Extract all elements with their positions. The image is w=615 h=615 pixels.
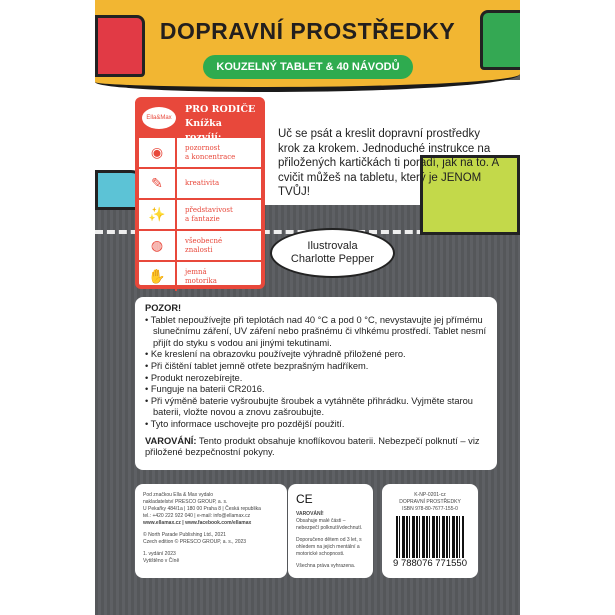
skill-label-line: a fantazie: [185, 214, 220, 223]
skill-label-line: motorika: [185, 276, 217, 285]
parents-title: PRO RODIČE: [185, 104, 256, 115]
warning-item: • Tablet nepoužívejte při teplotách nad 40 °C a pod 0 °C, nevystavujte jej přímému slunečnímu záření, UV záření nebo prašnému či vlhkému prostředí. Tablet nesmí přijít do styku s vodou ani jinými tekutinami.: [145, 315, 487, 350]
publisher-panel: [135, 484, 287, 578]
skill-label-line: znalosti: [185, 245, 213, 254]
skill-label-line: a koncentrace: [185, 152, 236, 161]
barcode-number: 9 788076 771550: [393, 558, 467, 569]
publisher-line: Pod značkou Ella & Max vydalo: [143, 492, 214, 498]
publisher-web: www.ellamax.cz | www.facebook.com/ellamax: [143, 520, 252, 526]
product-name: DOPRAVNÍ PROSTŘEDKY: [399, 499, 461, 505]
magic-wand-icon: ✨: [139, 200, 177, 229]
publisher-contact: tel.: +420 222 922 040 | e-mail: info@ellamax.cz: [143, 513, 251, 519]
pencil-icon: ✎: [139, 169, 177, 198]
skill-label-line: kreativita: [185, 179, 220, 187]
barcode-icon: [396, 516, 464, 558]
skill-label-line: jemná: [185, 267, 207, 276]
skill-label: [177, 179, 219, 188]
warning-item: • Tyto informace uschovejte pro pozdější použití.: [145, 419, 487, 431]
skill-label: [177, 144, 235, 162]
globe-icon: ◍: [139, 231, 177, 260]
copyright-line: © North Parade Publishing Ltd., 2021: [143, 532, 226, 538]
parents-box: [135, 97, 265, 289]
warning-item: • Ke kreslení na obrazovku používejte výhradně přiložené pero.: [145, 349, 487, 361]
copyright-line: Czech edition © PRESCO GROUP, a. s., 2023: [143, 539, 247, 545]
warning-final-label: VAROVÁNÍ:: [145, 435, 197, 446]
product-code: K-NP-0201-cz: [414, 492, 446, 498]
page-title: DOPRAVNÍ PROSTŘEDKY: [159, 18, 456, 44]
illustrator-label: Ilustrovala: [307, 240, 358, 252]
ce-warning-title: VAROVÁNÍ!: [296, 511, 324, 517]
parents-header: [139, 101, 261, 143]
skill-label: [177, 268, 217, 286]
subtitle-badge: KOUZELNÝ TABLET & 40 NÁVODŮ: [203, 55, 413, 79]
warning-item: • Při čištění tablet jemně otřete bezprašným hadříkem.: [145, 361, 487, 373]
ce-rights-text: Všechna práva vyhrazena.: [296, 563, 356, 569]
skill-label-line: pozornost: [185, 143, 221, 152]
ce-age-text: Doporučeno dětem od 3 let, s ohledem na jejich mentální a motorické schopnosti.: [296, 537, 362, 557]
skill-label-line: představivost: [185, 205, 233, 214]
skill-label: [177, 237, 222, 255]
isbn: ISBN 978-80-7677-155-0: [402, 506, 458, 512]
publisher-address: U Pekařky 484/1a | 180 00 Praha 8 | Česká republika: [143, 506, 261, 512]
warning-list: [145, 315, 487, 431]
skill-label-line: všeobecné: [185, 236, 223, 245]
warning-item: • Funguje na baterii CR2016.: [145, 384, 487, 396]
printed-in-line: Vytištěno v Číně: [143, 558, 180, 564]
ce-mark-icon: CE: [296, 492, 313, 506]
skill-row: [139, 198, 261, 229]
title-banner: [95, 0, 520, 92]
publisher-line: nakladatelství PRESCO GROUP, a. s.: [143, 499, 228, 505]
warning-final-text: Tento produkt obsahuje knoflíkovou baterii. Nebezpečí polknutí – viz přiložené bezpečnostní pokyny.: [145, 435, 480, 458]
warning-item: • Při výměně baterie vyšroubujte šroubek a vytáhněte přihrádku. Vyjměte starou baterii, vložte novou a znovu zašroubujte.: [145, 396, 487, 419]
hand-icon: ✋: [139, 262, 177, 291]
edition-line: 1. vydání 2023: [143, 551, 176, 557]
skill-row: [139, 167, 261, 198]
skill-label: [177, 206, 233, 224]
skill-row: [139, 229, 261, 260]
intro-text: Uč se psát a kreslit dopravní prostředky krok za krokem. Jednoduché instrukce na přiložených kartičkách ti poradí, jak na to. A cvičit můžeš na tabletu, který je JENOM TVŮJ!: [278, 128, 499, 198]
ellamax-logo: Ella&Max: [142, 107, 176, 129]
skill-row: [139, 260, 261, 291]
warning-panel: [135, 297, 497, 470]
eye-icon: ◉: [139, 138, 177, 167]
ce-warning-text: Obsahuje malé části – nebezpečí polknutí/vdechnutí.: [296, 518, 363, 531]
parents-title-block: [185, 103, 261, 145]
ce-panel: [288, 484, 373, 578]
warning-final: [145, 436, 487, 459]
warning-item: • Produkt nerozebírejte.: [145, 373, 487, 385]
warning-title: POZOR!: [145, 303, 182, 313]
barcode-panel: [382, 484, 478, 578]
illustrator-name: Charlotte Pepper: [290, 253, 375, 265]
illustrator-bubble: [270, 228, 395, 278]
product-back-cover: [95, 0, 520, 615]
parents-subtitle: Knížka rozvíjí:: [185, 118, 222, 143]
